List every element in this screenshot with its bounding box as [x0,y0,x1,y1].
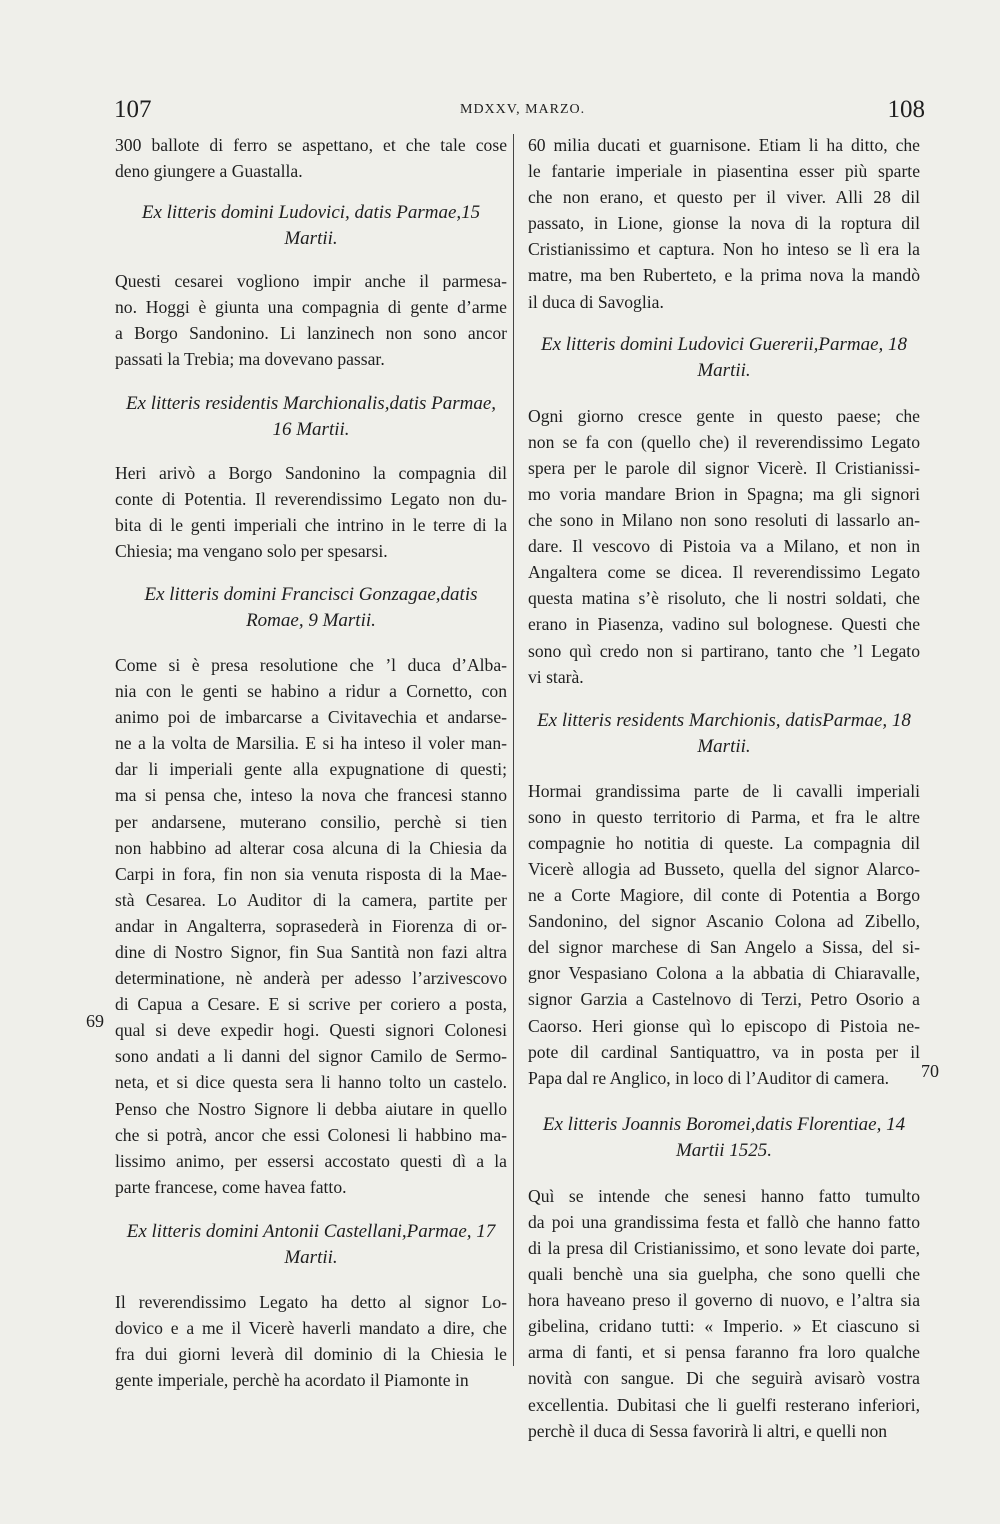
text-line: che sono in Milano non sono resoluti di lassarlo an- [528,510,920,531]
text-line: excellentia. Dubitasi che li guelfi resterano inferiori, [528,1394,920,1415]
text-line: vi starà. [528,666,584,687]
text-line: nia con le genti se habino a ridur a Cornetto, con [115,681,507,702]
text-line: a Borgo Sandonino. Li lanzinech non sono ancor [115,323,507,344]
text-line: che non erano, et questo per il viver. Alli 28 dil [528,187,920,208]
text-line: del signor marchese di San Angelo a Sissa, del si- [528,937,920,958]
paragraph [528,403,920,690]
letter-heading [115,391,507,443]
paragraph [115,460,507,564]
text-line: quali benchè una sia guelpha, che sono quelli che [528,1264,920,1285]
text-line: neta, et si dice questa sera li hanno tolto un castelo. [115,1072,507,1093]
text-line: qual si deve expedir hogi. Questi signori Colonesi [115,1020,507,1041]
paragraph [528,1183,920,1444]
text-line: Il reverendissimo Legato ha detto al signor Lo- [115,1291,507,1312]
text-line: Ex litteris residents Marchionis, datis [537,709,823,731]
text-line: dare. Il vescovo di Pistoia va a Milano, et non in [528,536,920,557]
text-line: per andarsene, muterano consilio, perchè si tien [115,811,507,832]
text-line: erano in Piasenza, vadino sul bolognese. Questi che [528,614,920,635]
text-line: matre, ma ben Ruberteto, e la prima nova la mandò [528,265,920,286]
text-line: 300 ballote di ferro se aspettano, et che tale cose [115,135,507,155]
text-line: gente imperiale, perchè ha acordato il Piamonte in [115,1370,469,1391]
text-line: passato, in Lione, gionse la nova di la roptura dil [528,213,920,234]
text-line: parte francese, come havea fatto. [115,1176,347,1197]
text-line: Ex litteris domini Francisci Gonzagae, [144,583,441,605]
text-line: dovico e a me il Vicerè haverli mandato a dire, che [115,1318,507,1338]
margin-number-left: 69 [86,1011,104,1031]
text-line: stà Cesarea. Lo Auditor di la camera, partite per [115,889,507,910]
text-line: andar in Angalterra, soprasederà in Fiorenza di or- [115,915,507,936]
paragraph [528,778,920,1091]
text-line: bita di le genti imperiali che intrino in le terre di la [115,514,507,535]
text-line: 15 Martii. [284,202,481,250]
text-line: Caorso. Heri gionse quì lo episcopo di Pistoia ne- [528,1015,920,1036]
text-line: perchè il duca di Sessa favorirà li altri, e quelli non [528,1420,888,1441]
text-line: ne a la volta de Marsilia. E si ha inteso il voler man- [115,733,507,754]
text-line: Ex litteris domini Antonii Castellani, [126,1220,407,1242]
text-line: hora haveano preso il governo di nuovo, e l’altra sia [528,1290,920,1311]
text-line: le fantarie imperiale in piasentina esser più sparte [528,161,920,182]
paragraph [115,132,507,184]
text-line: Ex litteris residentis Marchionalis, [125,392,390,414]
text-line: novità con sangue. Di che seguirà avisarò vostra [528,1368,920,1389]
text-line: datis Florentiae, 14 Martii 1525. [675,1113,906,1161]
text-line: di Capua a Cesare. E si scrive per coriero a posta, [115,994,507,1015]
text-line: fra dui giorni leverà dil dominio di la Chiesia le [115,1344,507,1365]
text-line: gibelina, cridano tutti: « Imperio. » Et ciascuno si [528,1316,920,1337]
text-line: Come si è presa resolutione che ’l duca d’Alba- [115,654,507,675]
text-line: il duca di Savoglia. [528,291,664,312]
letter-heading [115,200,507,252]
text-line: che si potrà, ancor che essi Colonesi li habbino ma- [115,1124,507,1145]
text-line: Parmae, 18 Martii. [697,333,908,381]
text-line: ma si pensa che, inteso la nova che francesi stanno [115,785,507,806]
text-line: no. Hoggi è giunta una compagnia di gente d’arme [115,297,507,318]
text-line: sono quì credo non si partirano, tanto che ’l Legato [528,640,920,661]
column-divider [513,134,514,1366]
letter-heading [115,582,507,634]
text-line: da poi una grandissima festa et fallò che hanno fatto [528,1211,920,1232]
text-line: Hormai grandissima parte de li cavalli imperiali [528,780,920,801]
text-line: Cristianissimo et captura. Non ho inteso se lì era la [528,239,920,260]
text-line: Papa dal re Anglico, in loco di l’Auditor di camera. [528,1067,890,1088]
page-number-left: 107 [114,96,152,123]
text-line: Parmae, 18 Martii. [697,709,911,757]
text-line: datis Parmae, 16 Martii. [272,392,497,440]
paragraph [115,1289,507,1393]
left-column [115,132,507,1393]
text-line: arma di fanti, et si pensa faranno fra loro qualche [528,1342,920,1363]
text-line: Ex litteris domini Ludovici Guererii, [540,333,819,355]
letter-heading [528,1112,920,1164]
text-line: Ogni giorno cresce gente in questo paese; che [528,405,920,426]
right-column [528,132,920,1444]
margin-number-right: 70 [921,1061,939,1081]
letter-heading [528,708,920,760]
text-line: deno giungere a Guastalla. [115,161,303,182]
text-line: Parmae, 17 Martii. [284,1220,496,1268]
text-line: lissimo animo, per essersi accostato questi dì a la [115,1150,507,1171]
text-line: animo poi de imbarcarse a Civitavechia et andarse- [115,707,507,728]
text-line: Quì se intende che senesi hanno fatto tumulto [528,1185,920,1206]
paragraph [115,268,507,372]
letter-heading [115,1219,507,1271]
text-line: sono andati a li danni del signor Camilo de Sermo- [115,1046,507,1067]
text-line: conte di Potentia. Il reverendissimo Legato non du- [115,488,507,509]
text-line: mo voria mandare Brion in Spagna; ma gli signori [528,483,920,504]
text-line: di la presa dil Cristianissimo, et sono levate doi parte, [528,1238,920,1258]
text-line: Vicerè allogia ad Busseto, quella del signor Alarco- [528,858,920,879]
text-line: Ex litteris domini Ludovici, datis Parmae, [141,202,462,224]
text-line: Questi cesarei vogliono impir anche il parmesa- [115,271,507,292]
text-line: non se fa con (quello che) il reverendissimo Legato [528,431,920,452]
text-line: Angaltera come se dicea. Il reverendissimo Legato [528,562,920,583]
text-line: datis Romae, 9 Martii. [246,583,478,631]
text-line: questa matina s’è risoluto, che li nostri soldati, che [528,588,920,609]
page-number-right: 108 [887,96,925,123]
paragraph [528,132,920,315]
text-line: passati la Trebia; ma dovevano passar. [115,349,385,370]
text-line: signor Garzia a Castelnovo di Terzi, Petro Osorio a [528,989,920,1010]
text-line: dine di Nostro Signor, fin Sua Santità non fazi altra [115,941,507,962]
text-line: compagnie ho notitia di queste. La compagnia dil [528,832,920,853]
text-line: gnor Vespasiano Colona a la abbatia di Chiaravalle, [528,963,920,984]
text-line: sono in questo territorio di Parma, et fra le altre [528,806,920,827]
letter-heading [528,332,920,384]
text-line: Carpi in fora, fin non sia venuta risposta di la Mae- [115,863,507,884]
running-title: MDXXV, MARZO. [460,102,586,117]
text-line: Heri arivò a Borgo Sandonino la compagnia dil [115,462,507,483]
text-line: Ex litteris Joannis Boromei, [542,1113,756,1135]
text-line: ne a Corte Magiore, dil conte di Potentia a Borgo [528,885,920,906]
text-line: Chiesia; ma vengano solo per spesarsi. [115,540,388,561]
text-line: non habbino ad alterar cosa alcuna di la Chiesia da [115,837,507,858]
paragraph [115,652,507,1200]
running-head [110,96,925,126]
text-line: 60 milia ducati et guarnisone. Etiam li ha ditto, che [528,135,920,155]
text-line: pote dil cardinal Santiquattro, va in posta per il [528,1041,920,1062]
text-line: dar li imperiali gente alla expugnatione di questi; [115,759,507,780]
text-line: Penso che Nostro Signore li debba aiutare in quello [115,1098,507,1119]
text-line: Sandonino, del signor Ascanio Colona ad Zibello, [528,911,920,932]
text-line: spera per le parole dil signor Vicerè. Il Cristianissi- [528,457,920,478]
text-line: determinatione, nè anderà per adesso l’arzivescovo [115,968,507,989]
